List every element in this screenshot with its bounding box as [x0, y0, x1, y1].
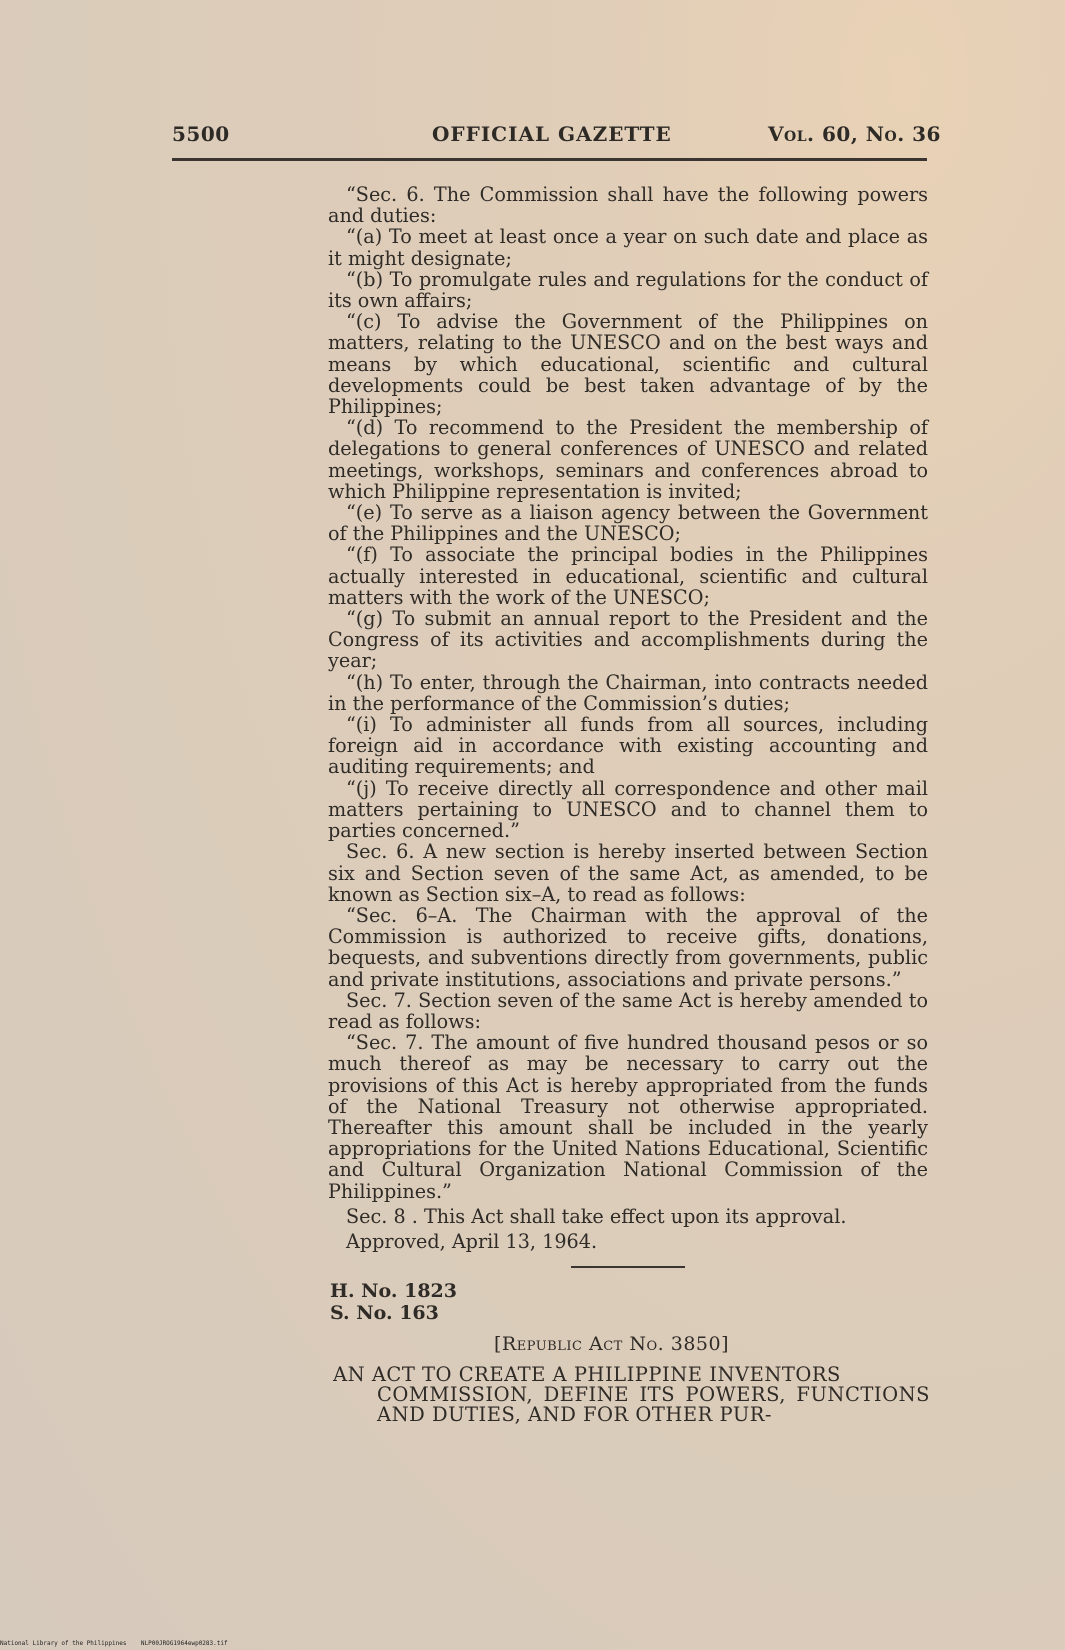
clause-i: “(i) To administer all funds from all sources, including foreign aid in accordance with existing accounting and auditing requirements; and: [328, 713, 928, 779]
volume-number: Vol. 60, No. 36: [768, 122, 941, 146]
act-title-line2: COMMISSION, DEFINE ITS POWERS, FUNCTIONS AND DUTIES, AND FOR OTHER PUR-: [377, 1383, 930, 1426]
act-title: [333, 1365, 930, 1425]
clause-h: “(h) To enter, through the Chairman, into contracts needed in the performance of the Commission’s duties;: [328, 670, 928, 715]
republic-act-number: [Republic Act No. 3850]: [494, 1333, 729, 1355]
sec6a-text: “Sec. 6–A. The Chairman with the approval of the Commission is authorized to receive gifts, donations, bequests, and subventions directly from governments, public and private institutions, associations and private persons.”: [328, 903, 928, 991]
clause-b: “(b) To promulgate rules and regulations for the conduct of its own affairs;: [328, 267, 928, 313]
header-rule: [172, 158, 927, 161]
section-divider: [571, 1266, 685, 1268]
scan-footer: [0, 1640, 228, 1647]
sec6-new-section: Sec. 6. A new section is hereby inserted between Section six and Section seven of the same Act, as amended, to be known as Section six–A, to read as follows:: [328, 840, 928, 906]
clause-e: “(e) To serve as a liaison agency between the Government of the Philippines and the UNESCO;: [328, 501, 928, 546]
footer-file: NLP00JROG1964ewp0283.tif: [140, 1640, 228, 1647]
sec8-text: Sec. 8 . This Act shall take effect upon its approval.: [346, 1204, 847, 1228]
clause-a: “(a) To meet at least once a year on such date and place as it might designate;: [328, 225, 928, 270]
senate-bill-number: S. No. 163: [330, 1302, 439, 1324]
bill-numbers: [330, 1280, 457, 1324]
clause-d: “(d) To recommend to the President the membership of delegations to general conferences of UNESCO and related meetings, workshops, seminars and conferences abroad to which Philippine representation is invited;: [328, 416, 928, 503]
publication-title: OFFICIAL GAZETTE: [432, 122, 672, 146]
footer-source: National Library of the Philippines: [0, 1640, 127, 1647]
approval-date: Approved, April 13, 1964.: [346, 1229, 598, 1253]
sec7-amendment: Sec. 7. Section seven of the same Act is hereby amended to read as follows:: [328, 988, 928, 1033]
act-body: [328, 184, 928, 1252]
sec6-intro: “Sec. 6. The Commission shall have the following powers and duties:: [328, 183, 928, 228]
house-bill-number: H. No. 1823: [330, 1280, 457, 1302]
clause-j: “(j) To receive directly all correspondence and other mail matters pertaining to UNESCO and to channel them to parties concerned.”: [328, 776, 928, 843]
clause-g: “(g) To submit an annual report to the President and the Congress of its activities and accomplishments during the year;: [328, 607, 928, 673]
clause-f: “(f) To associate the principal bodies in the Philippines actually interested in educational, scientific and cultural matters with the work of the UNESCO;: [328, 543, 928, 609]
sec7-text: “Sec. 7. The amount of five hundred thousand pesos or so much thereof as may be necessary to carry out the provisions of this Act is hereby appropriated from the funds of the National Treasury not otherwise appropriated. Thereafter this amount shall be included in the yearly appropriations for the United Nations Educational, Scientific and Cultural Organization National Commission of the Philippines.”: [328, 1031, 928, 1203]
clause-c: “(c) To advise the Government of the Philippines on matters, relating to the UNESCO and on the best ways and means by which educational, scientific and cultural developments could be best taken advantage of by the Philippines;: [328, 310, 928, 419]
act-title-line1: AN ACT TO CREATE A PHILIPPINE INVENTORS: [333, 1363, 841, 1386]
page-number: 5500: [172, 122, 230, 146]
